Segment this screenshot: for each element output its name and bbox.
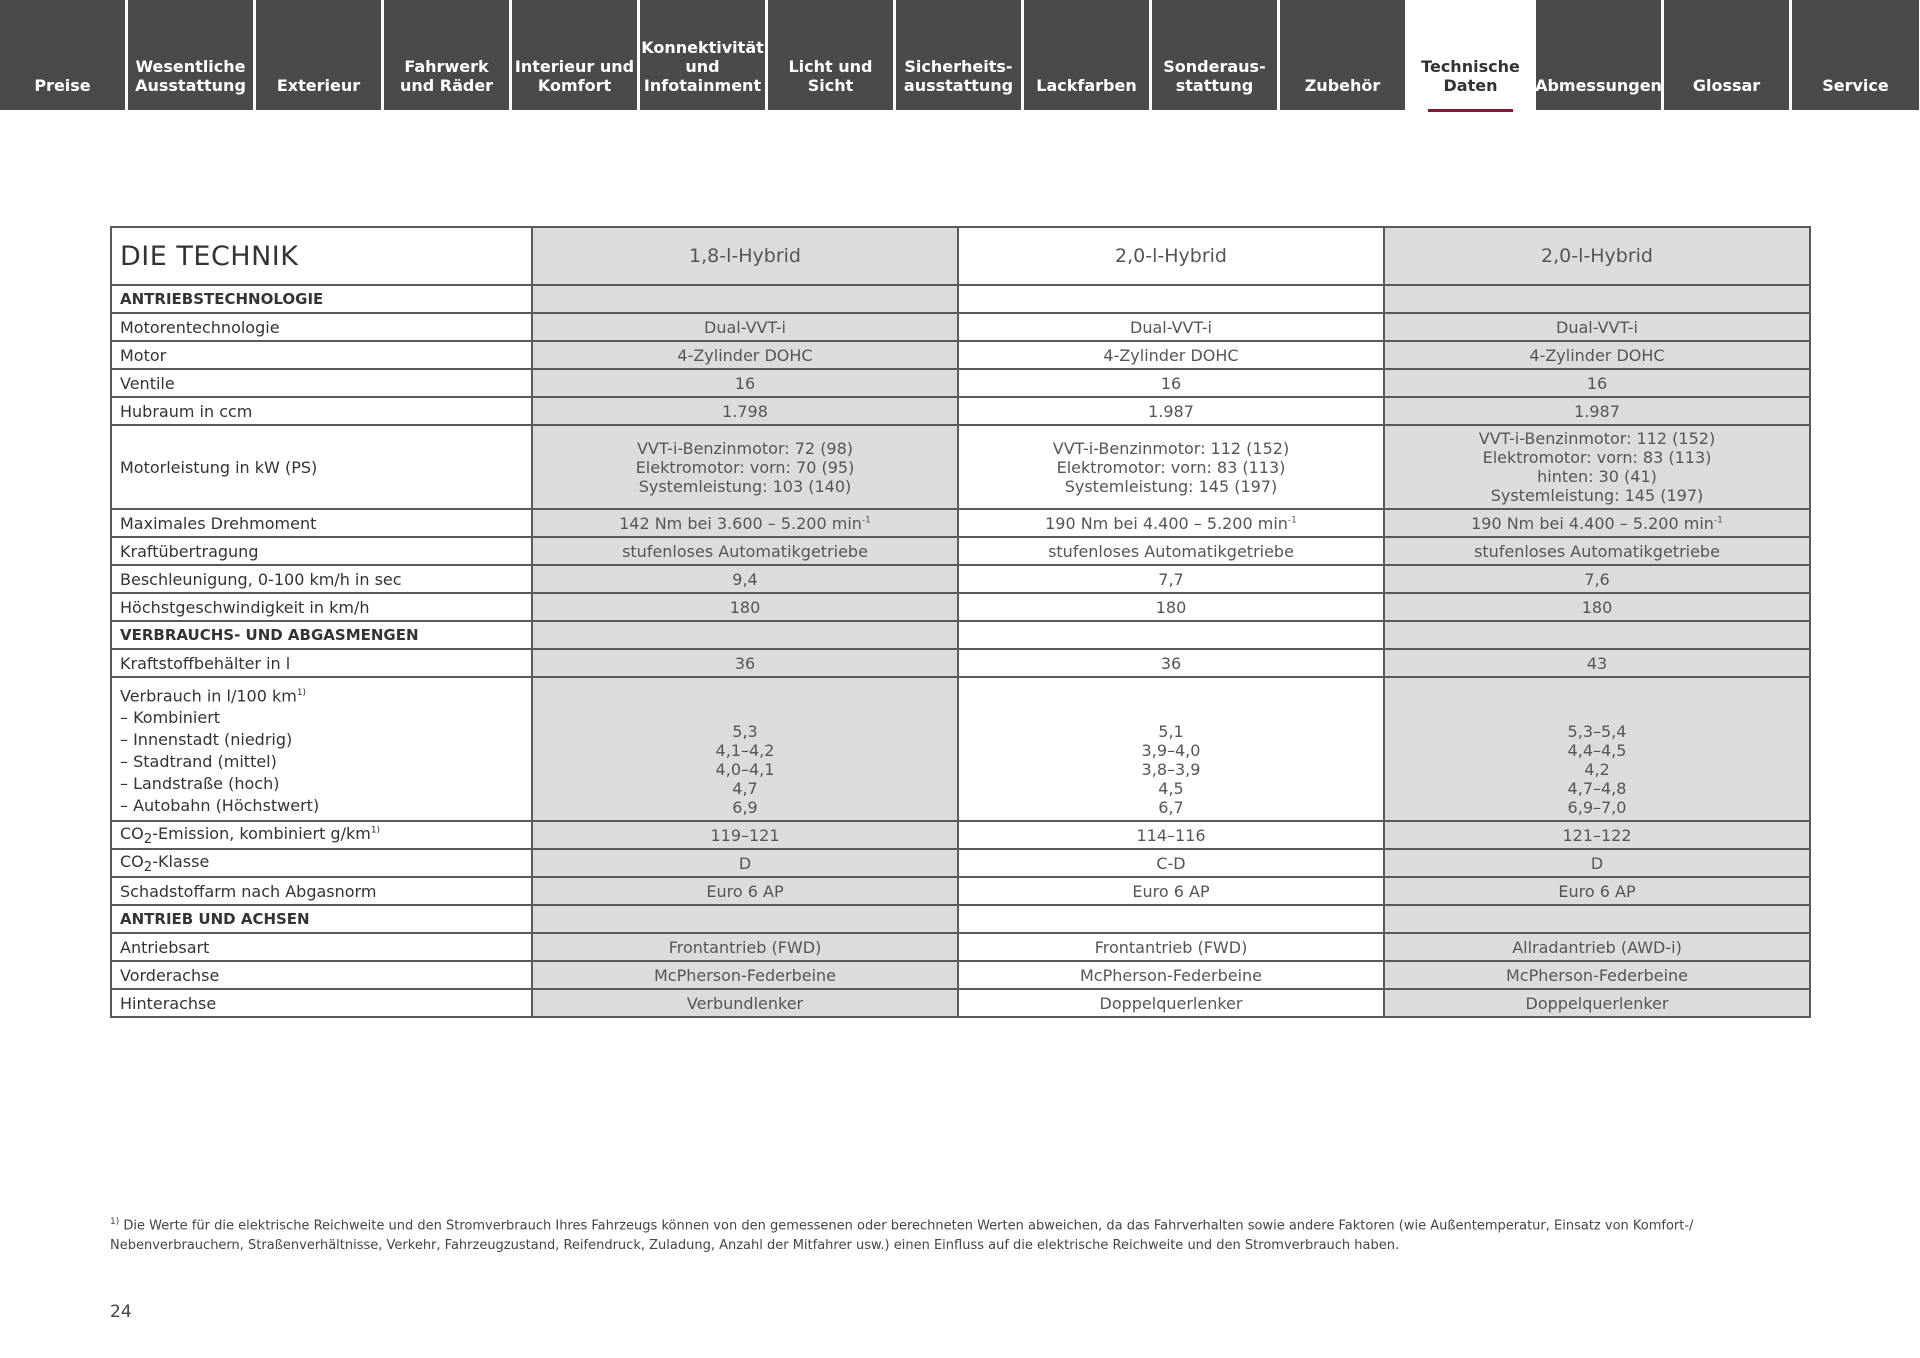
table-row bbox=[111, 313, 1810, 341]
row-label: Kraftübertragung bbox=[111, 537, 532, 565]
table-cell: 190 Nm bei 4.400 – 5.200 $\min^{-1}$ bbox=[1384, 509, 1810, 537]
section-row bbox=[111, 905, 1810, 933]
tab-licht-und-sicht[interactable]: Licht und Sicht bbox=[768, 0, 893, 110]
table-cell: stufenloses Automatikgetriebe bbox=[1384, 537, 1810, 565]
table-cell: Doppelquerlenker bbox=[1384, 989, 1810, 1017]
table-cell: 4-Zylinder DOHC bbox=[532, 341, 958, 369]
table-cell: D bbox=[1384, 849, 1810, 877]
table-cell: 114–116 bbox=[958, 821, 1384, 849]
tab-konnektivitaet[interactable]: Konnektivität und Infotainment bbox=[640, 0, 765, 110]
column-header: 1,8-l-Hybrid bbox=[532, 227, 958, 285]
table-cell: 180 bbox=[1384, 593, 1810, 621]
table-cell: 16 bbox=[1384, 369, 1810, 397]
table-cell: 180 bbox=[532, 593, 958, 621]
table-cell: Euro 6 AP bbox=[958, 877, 1384, 905]
tab-technische-daten[interactable]: Technische Daten bbox=[1408, 0, 1533, 110]
table-cell: stufenloses Automatikgetriebe bbox=[532, 537, 958, 565]
table-cell: 16 bbox=[958, 369, 1384, 397]
row-label: Kraftstoffbehälter in l bbox=[111, 649, 532, 677]
row-label: Höchstgeschwindigkeit in km/h bbox=[111, 593, 532, 621]
page-number: 24 bbox=[110, 1302, 132, 1322]
table-cell: 190 Nm bei 4.400 – 5.200 $\min^{-1}$ bbox=[958, 509, 1384, 537]
tab-preise[interactable]: Preise bbox=[0, 0, 125, 110]
table-cell: 4-Zylinder DOHC bbox=[958, 341, 1384, 369]
row-label: Vorderachse bbox=[111, 961, 532, 989]
table-cell: 7,6 bbox=[1384, 565, 1810, 593]
table-cell: Frontantrieb (FWD) bbox=[958, 933, 1384, 961]
tech-spec-table bbox=[110, 226, 1811, 1018]
table-cell: 7,7 bbox=[958, 565, 1384, 593]
table-cell: 36 bbox=[958, 649, 1384, 677]
footnote-text: Die Werte für die elektrische Reichweite und den Stromverbrauch Ihres Fahrzeugs können von den gemessenen oder berechneten Werten abweichen, da das Fahrverhalten sowie andere Faktoren (wie Außentemperatur, Einsatz von Komfort-/ Nebenverbrauchern, Straßenverhältnisse, Verkehr, Fahrzeugzustand, Reifendruck, Zuladung, Anzahl der Mitfahrer usw.) einen Einfluss auf die elektrische Reichweite und den Stromverbrauch haben. bbox=[110, 1218, 1694, 1254]
table-row bbox=[111, 877, 1810, 905]
table-cell: C-D bbox=[958, 849, 1384, 877]
row-label: Hinterachse bbox=[111, 989, 532, 1017]
section-row bbox=[111, 621, 1810, 649]
tab-abmessungen[interactable]: Abmessungen bbox=[1536, 0, 1661, 110]
table-cell: VVT-i-Benzinmotor: 112 (152) Elektromotor: vorn: 83 (113) hinten: 30 (41) Systemleistung: 145 (197) bbox=[1384, 425, 1810, 509]
table-cell: 1.987 bbox=[958, 397, 1384, 425]
table-cell: 1.987 bbox=[1384, 397, 1810, 425]
table-cell: D bbox=[532, 849, 958, 877]
table-header-row bbox=[111, 227, 1810, 285]
table-cell: Dual-VVT-i bbox=[958, 313, 1384, 341]
row-label: $CO_2$-Klasse bbox=[111, 849, 532, 877]
table-cell: Dual-VVT-i bbox=[532, 313, 958, 341]
table-cell: Dual-VVT-i bbox=[1384, 313, 1810, 341]
tab-sonderausstattung[interactable]: Sonderaus- stattung bbox=[1152, 0, 1277, 110]
table-cell: 1.798 bbox=[532, 397, 958, 425]
table-row bbox=[111, 537, 1810, 565]
footnote bbox=[110, 1212, 1810, 1256]
table-row bbox=[111, 821, 1810, 849]
tab-zubehoer[interactable]: Zubehör bbox=[1280, 0, 1405, 110]
tab-service[interactable]: Service bbox=[1792, 0, 1919, 110]
section-title: ANTRIEB UND ACHSEN bbox=[111, 905, 532, 933]
section-title: ANTRIEBSTECHNOLOGIE bbox=[111, 285, 532, 313]
table-cell: Euro 6 AP bbox=[532, 877, 958, 905]
table-cell: 121–122 bbox=[1384, 821, 1810, 849]
table-cell: 142 Nm bei 3.600 – 5.200 $\min^{-1}$ bbox=[532, 509, 958, 537]
table-row bbox=[111, 933, 1810, 961]
row-label: Verbrauch in l/100 $km^{1)}$ – Kombiniert – Innenstadt (niedrig) – Stadtrand (mittel) – Landstraße (hoch) – Autobahn (Höchstwert) bbox=[111, 677, 532, 821]
table-row bbox=[111, 509, 1810, 537]
table-cell: stufenloses Automatikgetriebe bbox=[958, 537, 1384, 565]
tab-fahrwerk-und-raeder[interactable]: Fahrwerk und Räder bbox=[384, 0, 509, 110]
column-header: 2,0-l-Hybrid bbox=[958, 227, 1384, 285]
table-cell: Frontantrieb (FWD) bbox=[532, 933, 958, 961]
table-row bbox=[111, 989, 1810, 1017]
table-cell: Doppelquerlenker bbox=[958, 989, 1384, 1017]
table-row bbox=[111, 425, 1810, 509]
table-cell: 5,1 3,9–4,0 3,8–3,9 4,5 6,7 bbox=[958, 677, 1384, 821]
table-cell: 4-Zylinder DOHC bbox=[1384, 341, 1810, 369]
section-row bbox=[111, 285, 1810, 313]
table-cell: 36 bbox=[532, 649, 958, 677]
row-label: Motor bbox=[111, 341, 532, 369]
table-cell: McPherson-Federbeine bbox=[958, 961, 1384, 989]
table-cell: McPherson-Federbeine bbox=[532, 961, 958, 989]
row-label: Antriebsart bbox=[111, 933, 532, 961]
table-cell: 5,3–5,4 4,4–4,5 4,2 4,7–4,8 6,9–7,0 bbox=[1384, 677, 1810, 821]
row-label: Ventile bbox=[111, 369, 532, 397]
table-cell: 16 bbox=[532, 369, 958, 397]
tab-interieur-und-komfort[interactable]: Interieur und Komfort bbox=[512, 0, 637, 110]
row-label: Motorleistung in kW (PS) bbox=[111, 425, 532, 509]
table-title: DIE TECHNIK bbox=[111, 227, 532, 285]
table-cell: 5,3 4,1–4,2 4,0–4,1 4,7 6,9 bbox=[532, 677, 958, 821]
tab-glossar[interactable]: Glossar bbox=[1664, 0, 1789, 110]
table-cell: Verbundlenker bbox=[532, 989, 958, 1017]
table-row bbox=[111, 649, 1810, 677]
table-row bbox=[111, 593, 1810, 621]
table-cell: 180 bbox=[958, 593, 1384, 621]
row-label: Schadstoffarm nach Abgasnorm bbox=[111, 877, 532, 905]
tab-sicherheitsausstattung[interactable]: Sicherheits- ausstattung bbox=[896, 0, 1021, 110]
section-title: VERBRAUCHS- UND ABGASMENGEN bbox=[111, 621, 532, 649]
table-row bbox=[111, 565, 1810, 593]
tab-exterieur[interactable]: Exterieur bbox=[256, 0, 381, 110]
table-row bbox=[111, 961, 1810, 989]
column-header: 2,0-l-Hybrid bbox=[1384, 227, 1810, 285]
row-label: Maximales Drehmoment bbox=[111, 509, 532, 537]
table-cell: VVT-i-Benzinmotor: 72 (98) Elektromotor: vorn: 70 (95) Systemleistung: 103 (140) bbox=[532, 425, 958, 509]
table-row bbox=[111, 397, 1810, 425]
table-cell: Euro 6 AP bbox=[1384, 877, 1810, 905]
tab-wesentliche-ausstattung[interactable]: Wesentliche Ausstattung bbox=[128, 0, 253, 110]
footnote-marker: 1) bbox=[110, 1217, 120, 1227]
tab-lackfarben[interactable]: Lackfarben bbox=[1024, 0, 1149, 110]
row-label: Motorentechnologie bbox=[111, 313, 532, 341]
row-label: Hubraum in ccm bbox=[111, 397, 532, 425]
table-row bbox=[111, 369, 1810, 397]
top-navigation bbox=[0, 0, 1920, 110]
table-cell: 9,4 bbox=[532, 565, 958, 593]
table-row bbox=[111, 341, 1810, 369]
table-cell: McPherson-Federbeine bbox=[1384, 961, 1810, 989]
row-label: $CO_2$-Emission, kombiniert $g/km^{1)}$ bbox=[111, 821, 532, 849]
table-row bbox=[111, 849, 1810, 877]
table-cell: 119–121 bbox=[532, 821, 958, 849]
table-row bbox=[111, 677, 1810, 821]
table-cell: 43 bbox=[1384, 649, 1810, 677]
table-cell: VVT-i-Benzinmotor: 112 (152) Elektromotor: vorn: 83 (113) Systemleistung: 145 (197) bbox=[958, 425, 1384, 509]
table-cell: Allradantrieb (AWD-i) bbox=[1384, 933, 1810, 961]
row-label: Beschleunigung, 0-100 km/h in sec bbox=[111, 565, 532, 593]
